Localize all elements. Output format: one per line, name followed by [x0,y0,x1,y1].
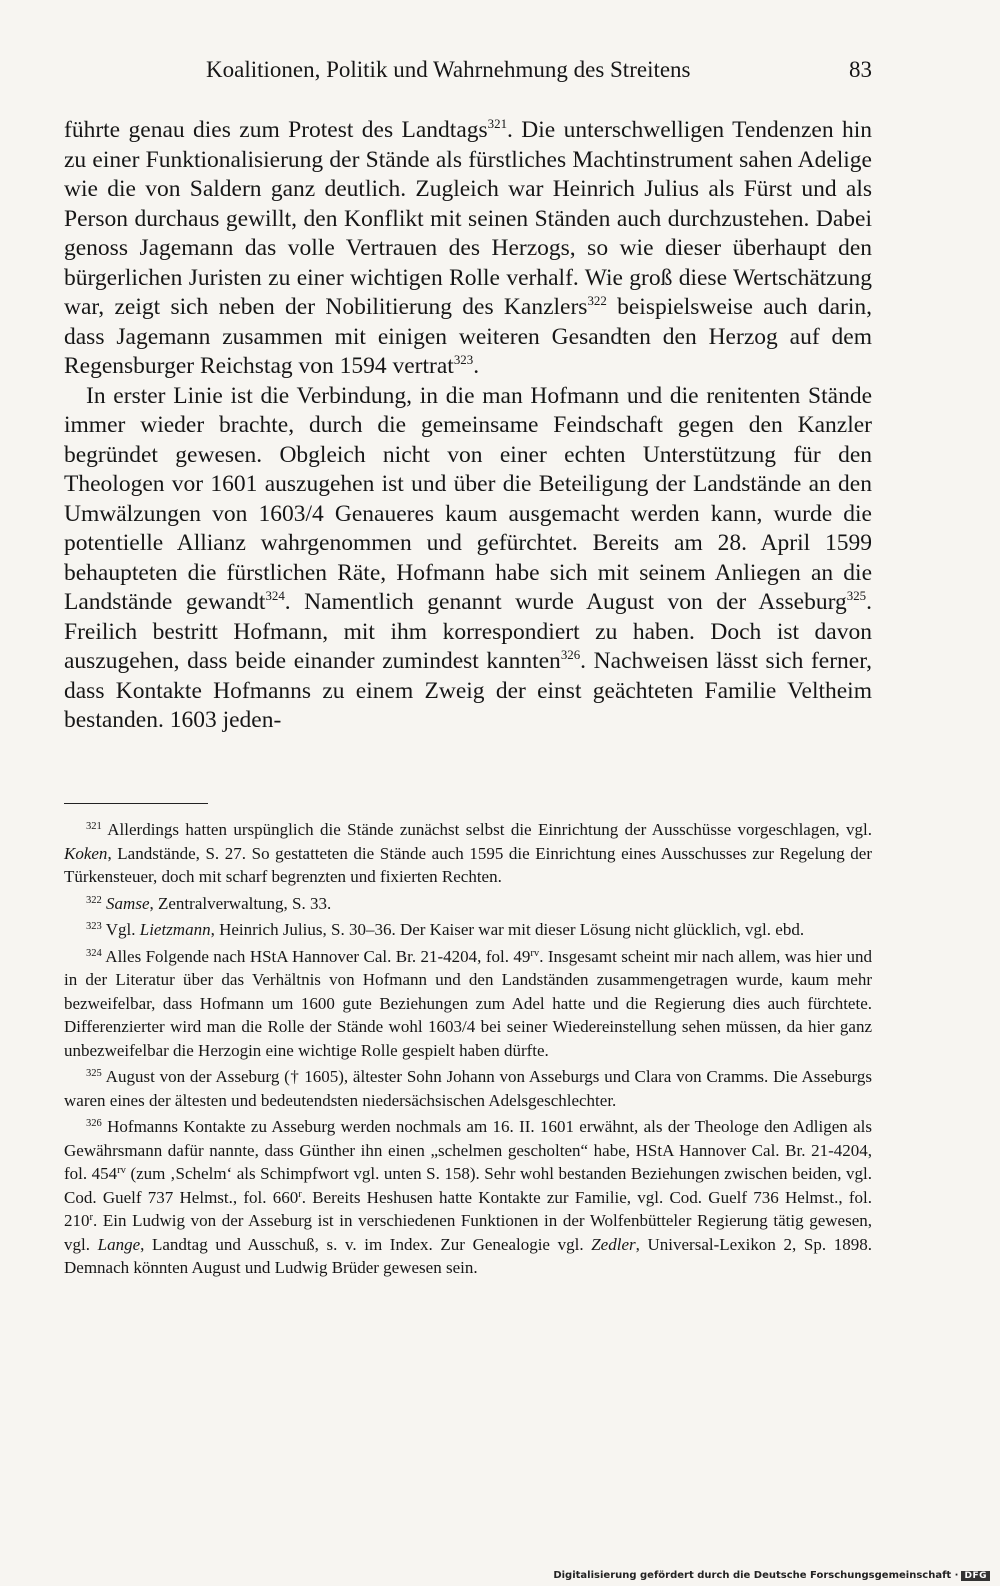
footnote-number: 323 [86,921,102,933]
author-name: Lietzmann [139,920,211,939]
author-name: Lange [97,1234,141,1254]
author-name: Samse [106,893,150,913]
footnotes [64,818,872,1283]
dfg-logo: DFG [961,1571,990,1581]
text-run: . Nachweisen lässt sich ferner, dass Kontakte Hofmanns zu einem Zweig der einst geächteten Familie Veltheim bestanden. 1603 jeden- [64,648,872,733]
text-run: August von der Asseburg († 1605), ältester Sohn Johann von Asseburgs und Clara von Cramms. Die Asseburgs waren eines der ältesten und bedeutendsten niedersächsischen Adelsgeschlechter. [64,1067,873,1110]
folio-side: r [89,1212,94,1224]
running-title: Koalitionen, Politik und Wahrnehmung des Streitens [206,57,691,82]
text-run: . Namentlich genannt wurde August von der Asseburg [284,589,847,615]
text-run: (zum ‚Schelm‘ als Schimpfwort vgl. unten S. 158). Sehr wohl bestanden Beziehungen zwischen beiden, vgl. Cod. Guelf 737 Helmst., fol. 660 [64,1164,872,1207]
footnote [64,1065,872,1112]
text-run: . Insgesamt scheint mir nach allem, was hier und in der Literatur über das Verhältnis von Hofmann und den Landständen zusammengetragen wurde, kaum mehr bezweifelbar, dass Hofmann um 1600 gute Beziehungen zum Adel hatte und die Regierung dies auch fürchtete. Differenzierter wird man die Rolle der Stände wohl 1603/4 bei seiner Wiedereinstellung sehen müssen, da hier ganz unbezweifelbar die Herzogin eine wichtige Rolle gespielt haben dürfte. [64,946,872,1060]
footnote-ref: 325 [846,587,867,603]
text-run: . Bereits Heshusen hatte Kontakte zur Familie, vgl. Cod. Guelf 736 Helmst., fol. 210 [64,1187,872,1230]
text-run: . [473,353,480,379]
text-run: Vgl. [105,920,140,939]
text-run: beispielsweise auch darin, dass Jagemann zusammen mit einigen weiteren Gesandten den Herzog auf dem Regensburger Reichstag von 1594 vertrat [64,294,873,379]
text-run: Alles Folgende nach HStA Hannover Cal. Br. 21-4204, fol. 49 [105,946,531,966]
footnote-ref: 326 [560,646,581,662]
footnote-number: 326 [86,1118,102,1130]
folio-side: rv [530,947,540,959]
paragraph [64,116,872,382]
text-run: , Landstände, S. 27. So gestatteten die Stände auch 1595 die Einrichtung eines Ausschusses zur Regelung der Türkensteuer, doch mit scharf begrenzten und fixierten Rechten. [64,843,872,886]
main-text [64,116,872,736]
author-name: Koken [64,843,108,863]
footnote [64,892,872,916]
footnote-number: 325 [86,1068,102,1080]
footnote-ref: 322 [587,292,607,308]
text-run: , Heinrich Julius, S. 30–36. Der Kaiser war mit dieser Lösung nicht glücklich, vgl. ebd. [210,920,805,939]
footnote [64,918,872,942]
text-run: . Ein Ludwig von der Asseburg ist in verschiedenen Funktionen in der Wolfenbütteler Regierung tätig gewesen, vgl. [64,1211,872,1254]
text-run: , Zentralverwaltung, S. 33. [149,893,332,913]
digitization-credit [553,1570,990,1581]
footnote-ref: 323 [453,351,474,367]
footnote [64,818,872,889]
text-run: . Die unterschwelligen Tendenzen hin zu einer Funktionalisierung der Stände als fürstliches Machtinstrument sahen Adelige wie die von Saldern ganz deutlich. Zugleich war Heinrich Julius als Fürst und als Person durchaus gewillt, den Konflikt mit seinen Ständen auch durchzustehen. Dabei genoss Jagemann das volle Vertrauen des Herzogs, so wie dieser überhaupt den bürgerlichen Juristen zu einer wichtigen Rolle verhalf. Wie groß diese Wertschätzung war, zeigt sich neben der Nobilitierung des Kanzlers [64,117,872,320]
page-number: 83 [849,57,872,82]
footnote-ref: 321 [487,115,508,131]
footnote-number: 324 [86,947,102,959]
footnote [64,945,872,1063]
text-run: führte genau dies zum Protest des Landtags [64,117,488,143]
folio-side: rv [117,1165,126,1177]
footnote-number: 321 [86,821,102,833]
author-name: Zedler [591,1234,636,1254]
text-run: In erster Linie ist die Verbindung, in die man Hofmann und die renitenten Stände immer wieder brachte, durch die gemeinsame Feindschaft gegen den Kanzler begründet gewesen. Obgleich nicht von einer echten Unterstützung für den Theologen vor 1601 auszugehen ist und über die Beteiligung der Landstände an den Umwälzungen von 1603/4 Genaueres kaum ausgemacht werden kann, wurde die potentielle Allianz wahrgenommen und gefürchtet. Bereits am 28. April 1599 behaupteten die fürstlichen Räte, Hofmann habe sich mit seinem Anliegen an die Landstände gewandt [64,382,872,615]
text-run: . Freilich bestritt Hofmann, mit ihm korrespondiert zu haben. Doch ist davon auszugehen, dass beide einander zumindest kannten [64,589,872,674]
text-run: Hofmanns Kontakte zu Asseburg werden nochmals am 16. II. 1601 erwähnt, als der Theologe den Adligen als Gewährsmann dafür nannte, dass Günther ihn einen „schelmen gescholten“ habe, HStA Hannover Cal. Br. 21-4204, fol. 454 [64,1117,872,1183]
text-run: , Landtag und Ausschuß, s. v. im Index. Zur Genealogie vgl. [140,1234,592,1254]
footnote-separator [64,803,208,804]
credit-text: Digitalisierung gefördert durch die Deutsche Forschungsgemeinschaft · [553,1570,959,1581]
footnote [64,1115,872,1280]
footnote-ref: 324 [265,587,285,603]
text-run: Allerdings hatten urspünglich die Stände zunächst selbst die Einrichtung der Ausschüsse vorgeschlagen, vgl. [107,820,873,839]
text-run: , Universal-Lexikon 2, Sp. 1898. Demnach könnten August und Ludwig Brüder gewesen sein. [64,1234,872,1277]
folio-side: r [298,1188,302,1200]
footnote-number: 322 [86,894,102,906]
paragraph [64,382,872,736]
